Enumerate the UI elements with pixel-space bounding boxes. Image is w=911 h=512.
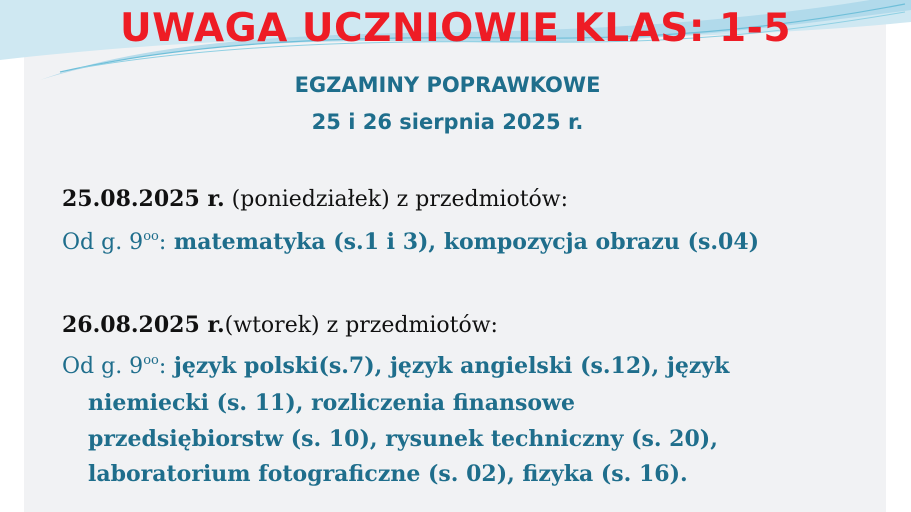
day1-desc: (poniedziałek) z przedmiotów: xyxy=(224,187,569,212)
day1-subjects: matematyka (s.1 i 3), kompozycja obrazu (s.04) xyxy=(166,229,760,255)
day1-hour-sup: oo xyxy=(143,229,159,244)
day2-schedule-line2: niemiecki (s. 11), rozliczenia finansowe xyxy=(88,390,575,416)
day1-date: 25.08.2025 r. xyxy=(62,186,225,212)
exam-subtitle: EGZAMINY POPRAWKOWE xyxy=(294,73,601,97)
page-title: UWAGA UCZNIOWIE KLAS: 1-5 xyxy=(120,6,791,51)
day2-hour-sup: oo xyxy=(143,353,159,368)
day1-heading xyxy=(62,186,568,212)
exam-dates: 25 i 26 sierpnia 2025 r. xyxy=(311,110,584,134)
day1-hour-text: Od g. 9 xyxy=(62,230,144,255)
day2-hour-colon: : xyxy=(158,354,167,379)
day2-hour-text: Od g. 9 xyxy=(62,354,144,379)
day1-hour-colon: : xyxy=(158,230,167,255)
day2-schedule-line4: laboratorium fotograficzne (s. 02), fizyka (s. 16). xyxy=(88,461,688,487)
day2-schedule-line1 xyxy=(62,353,729,379)
day2-hour xyxy=(62,354,166,379)
day1-schedule xyxy=(62,229,759,255)
day2-schedule-line3: przedsiębiorstw (s. 10), rysunek techniczny (s. 20), xyxy=(88,426,718,452)
day2-heading xyxy=(62,312,498,338)
day2-subjects-1: język polski(s.7), język angielski (s.12), język xyxy=(166,353,730,379)
day2-desc: (wtorek) z przedmiotów: xyxy=(224,313,498,338)
day1-hour xyxy=(62,230,166,255)
day2-date: 26.08.2025 r. xyxy=(62,312,225,338)
